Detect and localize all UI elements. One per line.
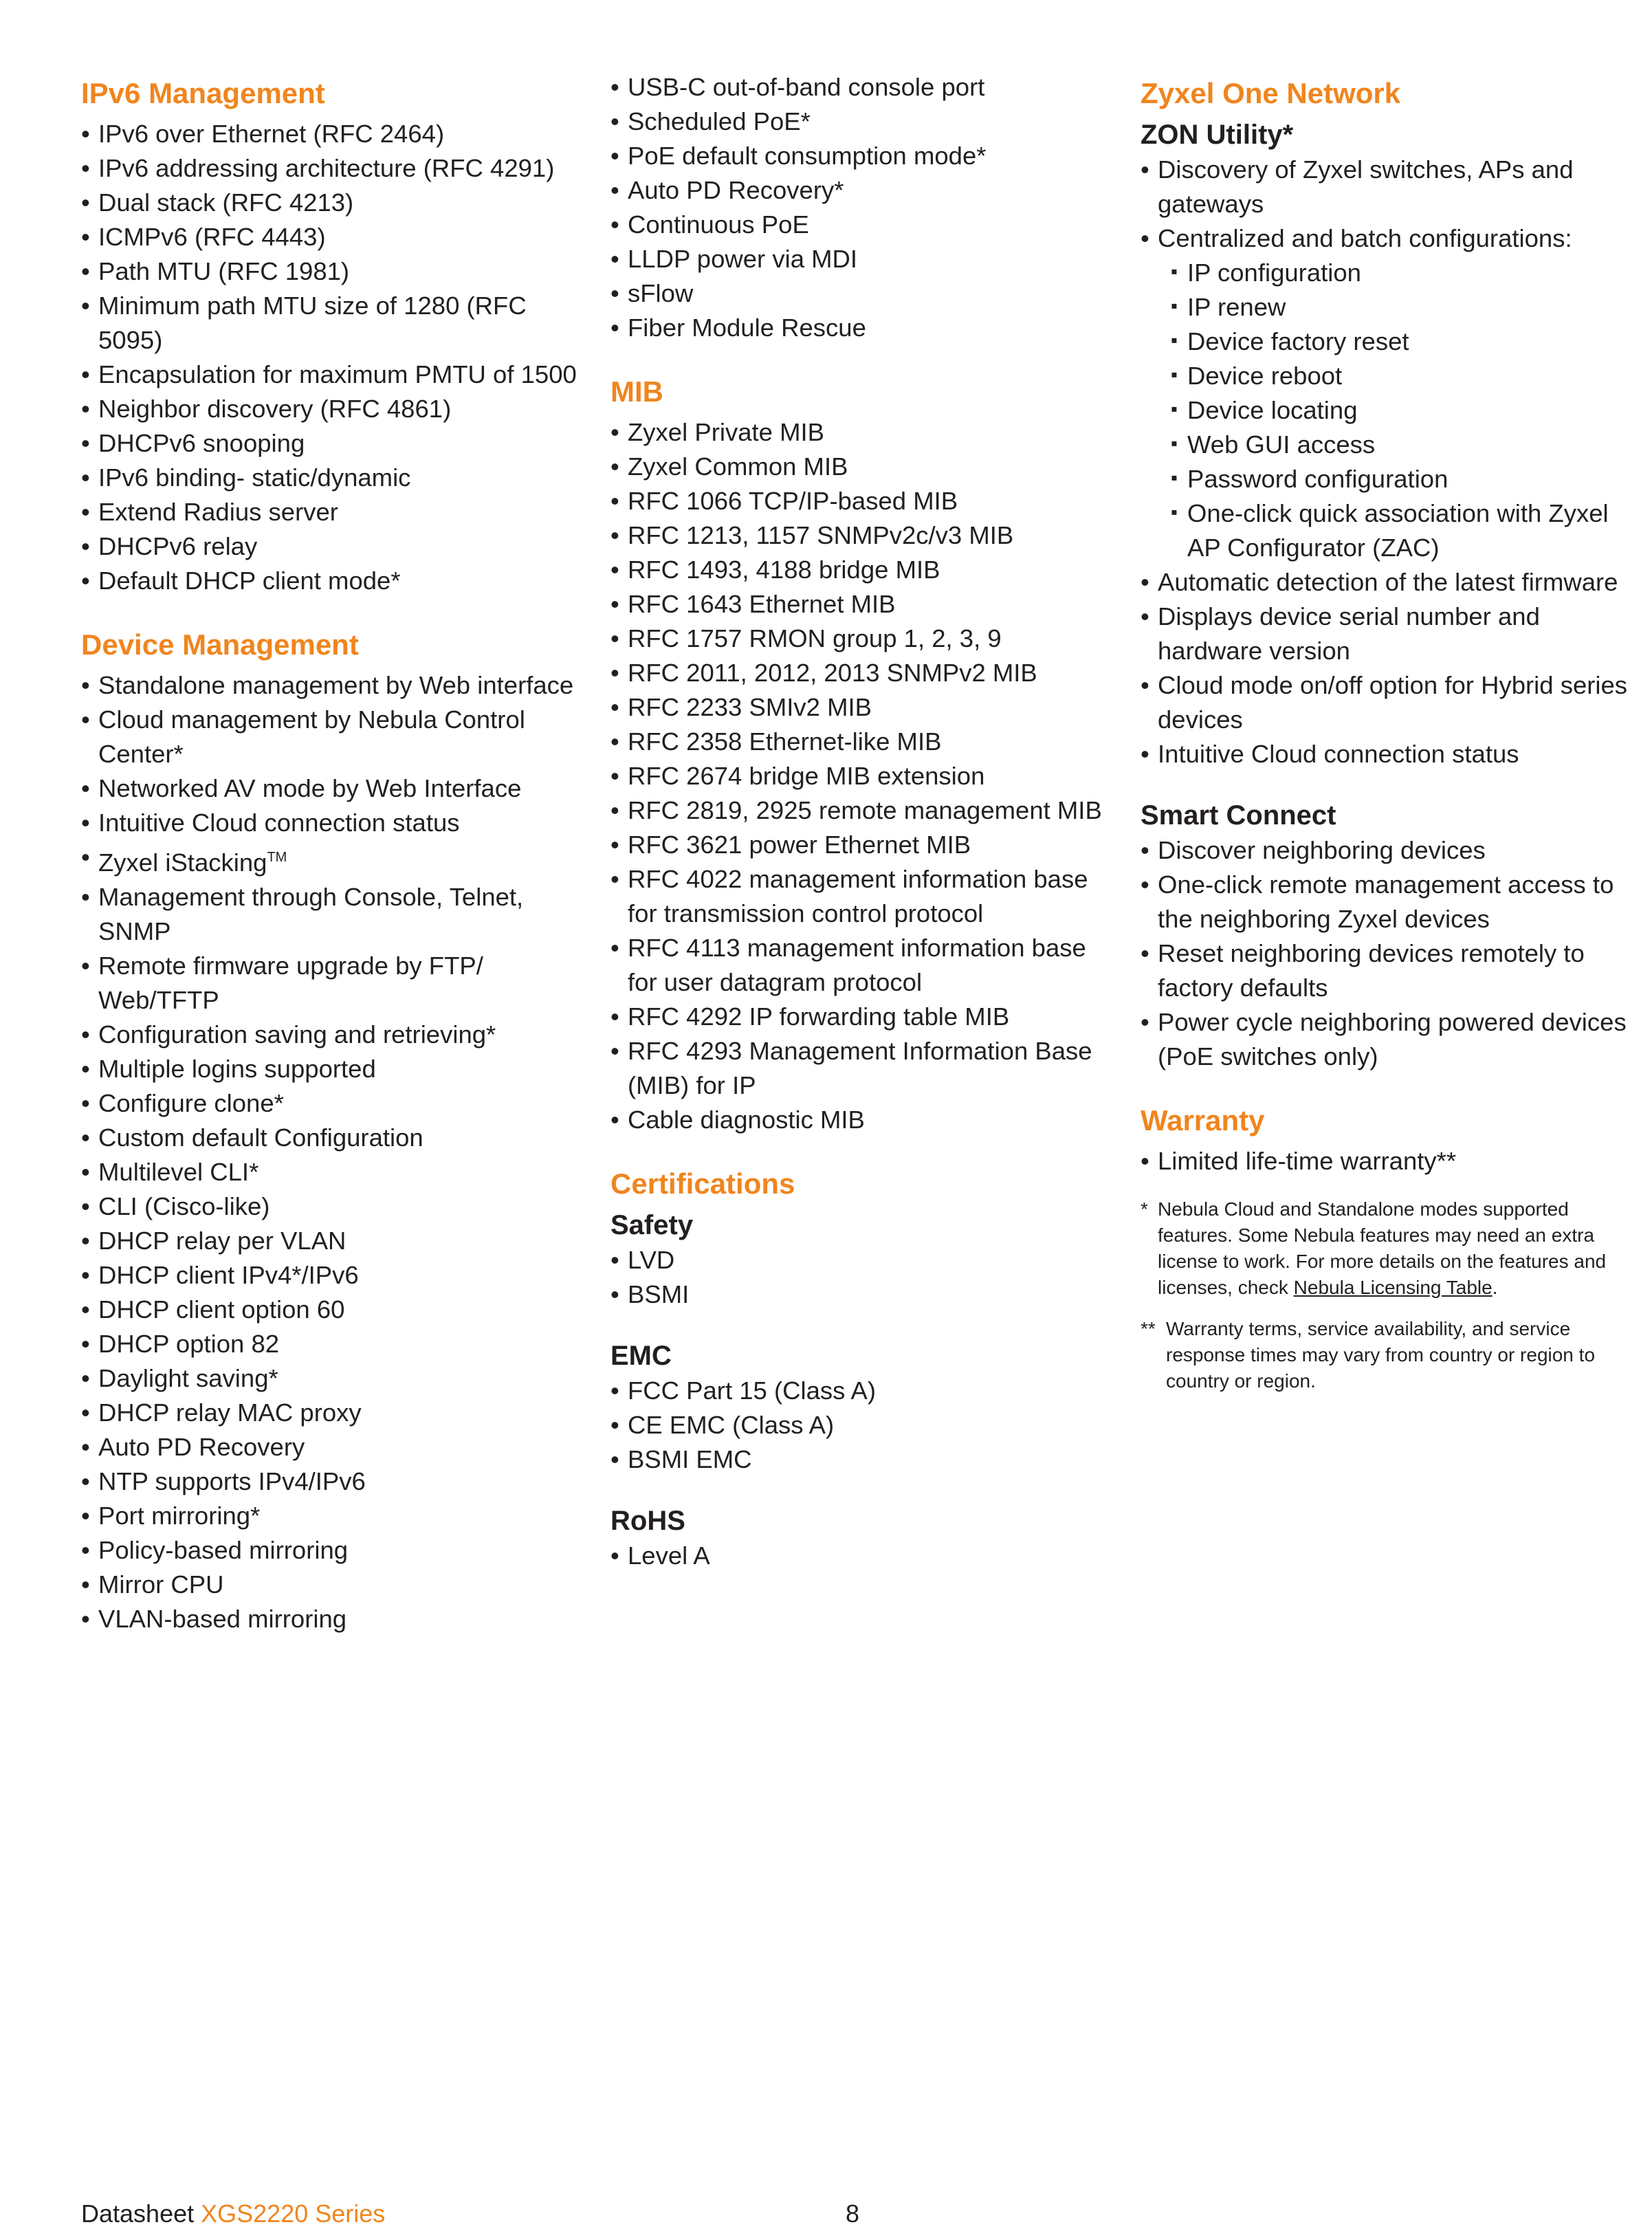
list-item: • FCC Part 15 (Class A)	[610, 1374, 1105, 1408]
list-item: • sFlow	[610, 276, 1105, 311]
list-item: • RFC 4113 management information base for user datagram protocol	[610, 931, 1105, 1000]
footnote-marker: *	[1141, 1198, 1148, 1220]
list-item: • RFC 1493, 4188 bridge MIB	[610, 553, 1105, 587]
list-item: ▪ IP renew	[1171, 290, 1629, 325]
zon-utility-heading: ZON Utility*	[1141, 120, 1294, 150]
list-item: • Fiber Module Rescue	[610, 311, 1105, 345]
emc-list	[610, 1374, 1105, 1477]
rohs-list	[610, 1539, 1105, 1573]
list-item: • Configuration saving and retrieving*	[81, 1018, 583, 1052]
list-item: • Path MTU (RFC 1981)	[81, 254, 583, 289]
warranty-heading: Warranty	[1141, 1104, 1265, 1137]
page-footer	[81, 2197, 1594, 2232]
footer-datasheet-label: Datasheet XGS2220 Series	[81, 2199, 386, 2228]
list-item: • DHCPv6 snooping	[81, 426, 583, 461]
list-item: • CE EMC (Class A)	[610, 1408, 1105, 1442]
trademark-mark: TM	[267, 850, 287, 865]
list-item: • IPv6 binding- static/dynamic	[81, 461, 583, 495]
smart-connect-list	[1141, 833, 1629, 1074]
list-item: • Auto PD Recovery*	[610, 173, 1105, 208]
list-item: • Cloud mode on/off option for Hybrid series devices	[1141, 668, 1629, 737]
list-item: • CLI (Cisco-like)	[81, 1189, 583, 1224]
zon-utility-list	[1141, 153, 1629, 256]
list-item: • Continuous PoE	[610, 208, 1105, 242]
list-item: • DHCP relay MAC proxy	[81, 1396, 583, 1430]
list-item: • Encapsulation for maximum PMTU of 1500	[81, 358, 583, 392]
list-item: ▪ Device reboot	[1171, 359, 1629, 393]
list-item: • USB-C out-of-band console port	[610, 70, 1105, 105]
list-item: ▪ One-click quick association with Zyxel AP Configurator (ZAC)	[1171, 496, 1629, 565]
list-item: • DHCP client IPv4*/IPv6	[81, 1258, 583, 1293]
list-item: • Daylight saving*	[81, 1361, 583, 1396]
mib-heading: MIB	[610, 375, 663, 408]
list-item: • Dual stack (RFC 4213)	[81, 186, 583, 220]
list-item: • RFC 4293 Management Information Base (MIB) for IP	[610, 1034, 1105, 1103]
list-item: • RFC 2674 bridge MIB extension	[610, 759, 1105, 793]
list-item: • Minimum path MTU size of 1280 (RFC 5095)	[81, 289, 583, 358]
list-item: • Auto PD Recovery	[81, 1430, 583, 1464]
list-item: • Extend Radius server	[81, 495, 583, 529]
device-management-heading: Device Management	[81, 628, 359, 661]
certifications-heading: Certifications	[610, 1167, 795, 1200]
list-item: • Port mirroring*	[81, 1499, 583, 1533]
list-item: • Cloud management by Nebula Control Center*	[81, 703, 583, 771]
list-item: • ICMPv6 (RFC 4443)	[81, 220, 583, 254]
list-item: • RFC 1213, 1157 SNMPv2c/v3 MIB	[610, 518, 1105, 553]
ipv6-management-heading: IPv6 Management	[81, 77, 325, 109]
emc-heading: EMC	[610, 1341, 672, 1371]
footnote-warranty: ** Warranty terms, service availability, and service response times may vary from country or region to country or region.	[1141, 1316, 1629, 1394]
list-item: • DHCP option 82	[81, 1327, 583, 1361]
ipv6-management-list	[81, 117, 583, 598]
list-item: • RFC 2819, 2925 remote management MIB	[610, 793, 1105, 828]
list-item: • Multiple logins supported	[81, 1052, 583, 1086]
list-item: • One-click remote management access to the neighboring Zyxel devices	[1141, 868, 1629, 936]
footer-series-name: XGS2220 Series	[201, 2199, 386, 2228]
list-item: • Intuitive Cloud connection status	[1141, 737, 1629, 771]
list-item: • IPv6 over Ethernet (RFC 2464)	[81, 117, 583, 151]
list-item: • Neighbor discovery (RFC 4861)	[81, 392, 583, 426]
column-middle	[610, 74, 1105, 1573]
list-item: • Intuitive Cloud connection status	[81, 806, 583, 840]
list-item: • Zyxel iStacking™	[81, 840, 583, 880]
list-item: • Management through Console, Telnet, SNMP	[81, 880, 583, 949]
list-item: • DHCP client option 60	[81, 1293, 583, 1327]
safety-heading: Safety	[610, 1210, 694, 1240]
list-item: • Centralized and batch configurations:	[1141, 221, 1629, 256]
list-item: ▪ IP configuration	[1171, 256, 1629, 290]
nebula-licensing-link[interactable]: Nebula Licensing Table	[1293, 1277, 1493, 1298]
list-item: • Level A	[610, 1539, 1105, 1573]
list-item: • LLDP power via MDI	[610, 242, 1105, 276]
list-item: • Configure clone*	[81, 1086, 583, 1121]
list-item: • Custom default Configuration	[81, 1121, 583, 1155]
list-item: ▪ Password configuration	[1171, 462, 1629, 496]
list-item: • Discover neighboring devices	[1141, 833, 1629, 868]
list-item: • BSMI EMC	[610, 1442, 1105, 1477]
zyxel-one-network-heading: Zyxel One Network	[1141, 77, 1401, 109]
list-item: • Zyxel Common MIB	[610, 450, 1105, 484]
smart-connect-heading: Smart Connect	[1141, 800, 1336, 831]
list-item: • Networked AV mode by Web Interface	[81, 771, 583, 806]
zon-config-sublist	[1141, 256, 1629, 565]
list-item: • Displays device serial number and hardware version	[1141, 600, 1629, 668]
list-item: • Zyxel Private MIB	[610, 415, 1105, 450]
list-item: • RFC 1757 RMON group 1, 2, 3, 9	[610, 622, 1105, 656]
list-item: • DHCPv6 relay	[81, 529, 583, 564]
list-item: • VLAN-based mirroring	[81, 1602, 583, 1636]
list-item: ▪ Web GUI access	[1171, 428, 1629, 462]
list-item: • Power cycle neighboring powered devices (PoE switches only)	[1141, 1005, 1629, 1074]
list-item: • LVD	[610, 1243, 1105, 1277]
list-item: • RFC 2233 SMIv2 MIB	[610, 690, 1105, 725]
mib-list	[610, 415, 1105, 1137]
list-item: • Remote firmware upgrade by FTP/ Web/TFTP	[81, 949, 583, 1018]
list-item: • RFC 2011, 2012, 2013 SNMPv2 MIB	[610, 656, 1105, 690]
device-management-list	[81, 668, 583, 1636]
safety-list	[610, 1243, 1105, 1312]
list-item: • Limited life-time warranty**	[1141, 1144, 1629, 1178]
zon-utility-list-continued	[1141, 565, 1629, 771]
list-item: • BSMI	[610, 1277, 1105, 1312]
list-item: • Policy-based mirroring	[81, 1533, 583, 1568]
page-number: 8	[846, 2199, 860, 2228]
list-item: • Multilevel CLI*	[81, 1155, 583, 1189]
list-item: • Discovery of Zyxel switches, APs and gateways	[1141, 153, 1629, 221]
list-item: • RFC 2358 Ethernet-like MIB	[610, 725, 1105, 759]
footnote-nebula: * Nebula Cloud and Standalone modes supported features. Some Nebula features may need an extra license to work. For more details on the features and licenses, check Nebula Licensing Table.	[1141, 1196, 1629, 1301]
footnote-marker: **	[1141, 1318, 1156, 1339]
rohs-heading: RoHS	[610, 1506, 685, 1536]
list-item: ▪ Device factory reset	[1171, 325, 1629, 359]
list-item: • Cable diagnostic MIB	[610, 1103, 1105, 1137]
list-item: • RFC 4292 IP forwarding table MIB	[610, 1000, 1105, 1034]
list-item: • Automatic detection of the latest firmware	[1141, 565, 1629, 600]
list-item: • Mirror CPU	[81, 1568, 583, 1602]
list-item: • RFC 1643 Ethernet MIB	[610, 587, 1105, 622]
list-item: • RFC 3621 power Ethernet MIB	[610, 828, 1105, 862]
continued-feature-list	[610, 70, 1105, 345]
list-item: • Scheduled PoE*	[610, 105, 1105, 139]
list-item: • Standalone management by Web interface	[81, 668, 583, 703]
list-item: • RFC 4022 management information base for transmission control protocol	[610, 862, 1105, 931]
list-item: • PoE default consumption mode*	[610, 139, 1105, 173]
list-item: • RFC 1066 TCP/IP-based MIB	[610, 484, 1105, 518]
list-item: • DHCP relay per VLAN	[81, 1224, 583, 1258]
column-right	[1141, 74, 1629, 1394]
warranty-list	[1141, 1144, 1629, 1178]
list-item: • Default DHCP client mode*	[81, 564, 583, 598]
list-item: • NTP supports IPv4/IPv6	[81, 1464, 583, 1499]
column-left	[81, 74, 583, 1636]
list-item: • IPv6 addressing architecture (RFC 4291)	[81, 151, 583, 186]
list-item: • Reset neighboring devices remotely to factory defaults	[1141, 936, 1629, 1005]
list-item: ▪ Device locating	[1171, 393, 1629, 428]
